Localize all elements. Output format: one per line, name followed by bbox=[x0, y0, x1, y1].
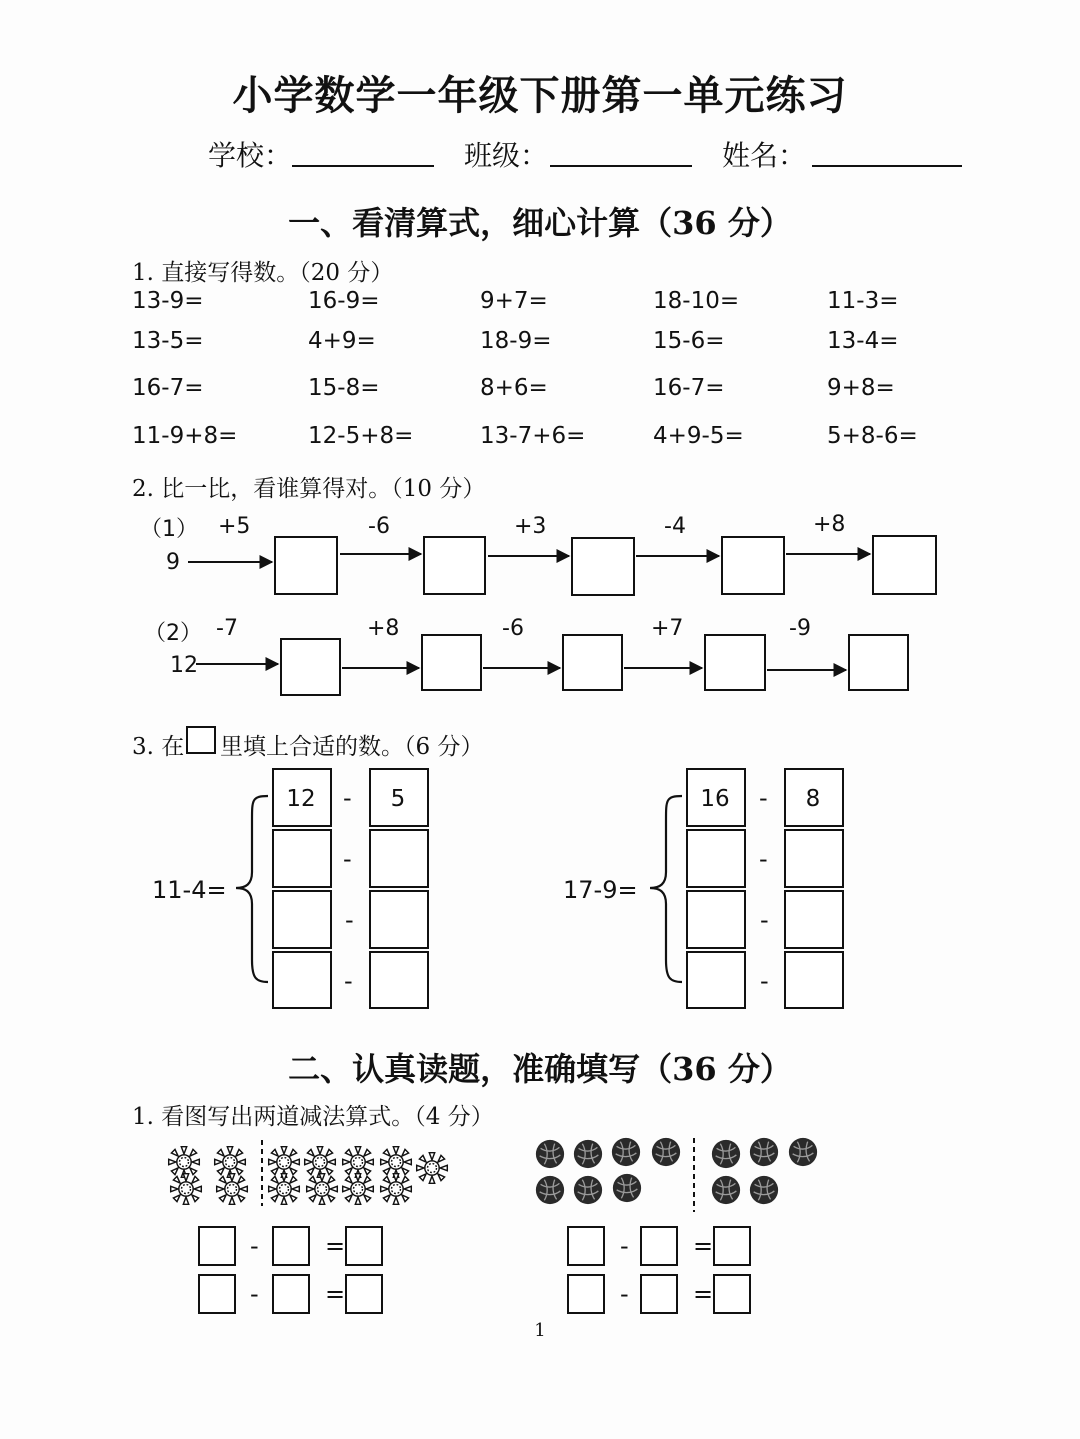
minus-sign: - bbox=[250, 1232, 259, 1260]
q2-label: 2. 比一比，看谁算得对。（10 分） bbox=[132, 476, 486, 502]
chain2-op: -6 bbox=[502, 616, 524, 641]
worksheet-title: 小学数学一年级下册第一单元练习 bbox=[232, 72, 848, 119]
sun-icon bbox=[217, 1174, 248, 1205]
q3-right-given-b: 8 bbox=[805, 786, 821, 812]
sun-group-left bbox=[169, 1147, 248, 1205]
calc-item: 16-7= bbox=[653, 375, 725, 401]
calc-item: 18-9= bbox=[480, 328, 552, 354]
chain1-start: 9 bbox=[166, 550, 180, 575]
chain1-op: -4 bbox=[664, 514, 686, 539]
q3-right-expression: 17-9= bbox=[563, 876, 638, 904]
q3-left-expression: 11-4= bbox=[152, 876, 227, 904]
q3-right-given-a: 16 bbox=[700, 786, 730, 812]
q3-minus: - bbox=[760, 967, 769, 995]
q3-minus: - bbox=[759, 784, 768, 812]
calc-item: 16-9= bbox=[308, 288, 380, 314]
ball-icon bbox=[712, 1140, 740, 1168]
calc-item: 9+7= bbox=[480, 288, 548, 314]
calc-item: 5+8-6= bbox=[827, 423, 918, 449]
calc-item: 18-10= bbox=[653, 288, 740, 314]
calc-item: 13-7+6= bbox=[480, 423, 586, 449]
ball-group-left bbox=[536, 1138, 680, 1204]
left-brace bbox=[236, 796, 268, 982]
chain1-op: +5 bbox=[218, 514, 251, 539]
calc-item: 15-6= bbox=[653, 328, 725, 354]
sun-icon bbox=[215, 1147, 246, 1178]
q3-minus: - bbox=[760, 906, 769, 934]
q3-minus: - bbox=[343, 845, 352, 873]
ball-icon bbox=[712, 1176, 740, 1204]
chain1-tag: （1） bbox=[140, 517, 198, 542]
sun-icon bbox=[269, 1174, 300, 1205]
calc-item: 12-5+8= bbox=[308, 423, 414, 449]
calc-item: 13-4= bbox=[827, 328, 899, 354]
ball-icon bbox=[574, 1140, 602, 1168]
ball-group-right bbox=[712, 1138, 817, 1204]
q3-left-given-a: 12 bbox=[286, 786, 316, 812]
school-label: 学校： bbox=[208, 139, 293, 172]
ball-icon bbox=[536, 1176, 564, 1204]
sun-icon bbox=[307, 1174, 338, 1205]
equals-sign: = bbox=[693, 1280, 714, 1308]
ball-icon bbox=[574, 1176, 602, 1204]
calc-item: 16-7= bbox=[132, 375, 204, 401]
calc-item: 4+9-5= bbox=[653, 423, 744, 449]
sun-icon bbox=[171, 1174, 202, 1205]
sun-icon bbox=[343, 1147, 374, 1178]
chain1-op: +3 bbox=[514, 514, 547, 539]
equals-sign: = bbox=[325, 1232, 346, 1260]
chain2-op: -9 bbox=[789, 616, 811, 641]
q3-left-given-b: 5 bbox=[390, 786, 406, 812]
q3-label-post: 里填上合适的数。（6 分） bbox=[220, 734, 484, 760]
ball-icon bbox=[612, 1138, 640, 1166]
calc-item: 13-9= bbox=[132, 288, 204, 314]
sun-icon bbox=[169, 1147, 200, 1178]
ball-icon bbox=[613, 1174, 641, 1202]
right-brace bbox=[650, 796, 682, 982]
q3-minus: - bbox=[343, 784, 352, 812]
section1-heading: 一、看清算式，细心计算（36 分） bbox=[288, 204, 792, 242]
section2-heading: 二、认真读题，准确填写（36 分） bbox=[288, 1050, 792, 1088]
ball-icon bbox=[652, 1138, 680, 1166]
sun-icon bbox=[343, 1174, 374, 1205]
chain2-op: +8 bbox=[367, 616, 400, 641]
ball-icon bbox=[750, 1138, 778, 1166]
sun-icon bbox=[269, 1147, 300, 1178]
page-number: 1 bbox=[534, 1320, 546, 1341]
chain2-start: 12 bbox=[170, 653, 198, 678]
chain2-op: +7 bbox=[651, 616, 684, 641]
sun-icon bbox=[417, 1153, 448, 1184]
equals-sign: = bbox=[693, 1232, 714, 1260]
name-label: 姓名： bbox=[722, 139, 807, 172]
sun-icon bbox=[305, 1147, 336, 1178]
calc-item: 8+6= bbox=[480, 375, 548, 401]
calc-item: 11-3= bbox=[827, 288, 899, 314]
chain1-op: +8 bbox=[813, 512, 846, 537]
sun-icon bbox=[381, 1174, 412, 1205]
ball-icon bbox=[789, 1138, 817, 1166]
minus-sign: - bbox=[250, 1280, 259, 1308]
q3-label-pre: 3. 在 bbox=[132, 734, 185, 760]
q3-minus: - bbox=[345, 906, 354, 934]
sun-icon bbox=[381, 1147, 412, 1178]
chain2-arrows bbox=[196, 664, 846, 670]
chain2-op: -7 bbox=[216, 616, 238, 641]
q3-minus: - bbox=[759, 845, 768, 873]
calc-item: 9+8= bbox=[827, 375, 895, 401]
sun-group-right bbox=[269, 1147, 448, 1205]
ball-icon bbox=[750, 1176, 778, 1204]
chain1-arrows bbox=[188, 554, 870, 562]
minus-sign: - bbox=[620, 1232, 629, 1260]
calc-item: 13-5= bbox=[132, 328, 204, 354]
calc-item: 11-9+8= bbox=[132, 423, 238, 449]
calc-item: 15-8= bbox=[308, 375, 380, 401]
chain1-op: -6 bbox=[368, 514, 390, 539]
q3-minus: - bbox=[344, 967, 353, 995]
s2-q1-label: 1. 看图写出两道减法算式。（4 分） bbox=[132, 1104, 494, 1130]
equals-sign: = bbox=[325, 1280, 346, 1308]
calc-item: 4+9= bbox=[308, 328, 376, 354]
chain2-tag: （2） bbox=[144, 621, 202, 646]
minus-sign: - bbox=[620, 1280, 629, 1308]
class-label: 班级： bbox=[464, 139, 549, 172]
ball-icon bbox=[536, 1140, 564, 1168]
q1-label: 1. 直接写得数。（20 分） bbox=[132, 260, 394, 286]
